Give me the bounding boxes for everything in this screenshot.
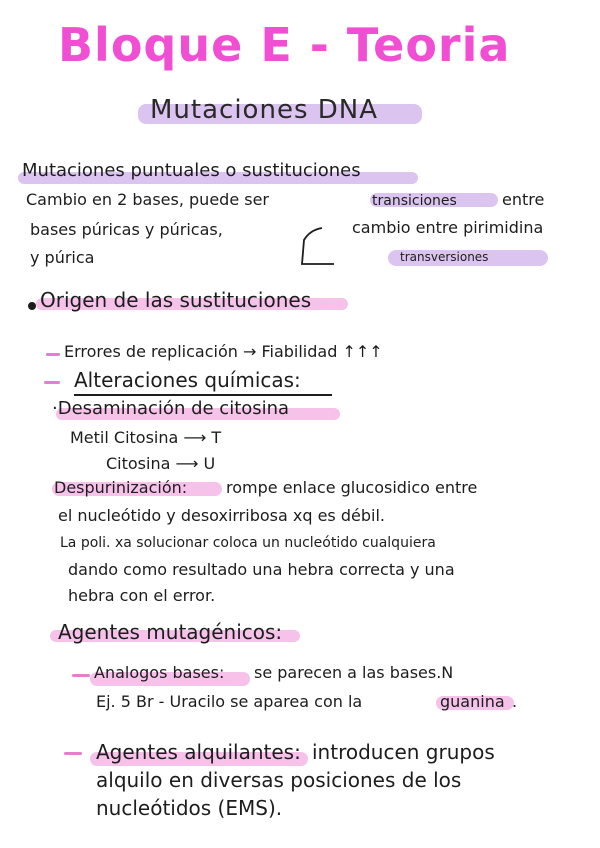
dash-marker [44, 381, 60, 384]
branch-arrow [298, 226, 338, 266]
page-title: Bloque E - Teoria [58, 18, 511, 72]
alquilantes-line2: alquilo en diversas posiciones de los [96, 768, 462, 792]
section1-line1: Cambio en 2 bases, puede ser [26, 190, 270, 209]
analogos-def: se parecen a las bases.N [254, 663, 454, 682]
origin-item4-line3: La poli. xa solucionar coloca un nucleótido cualquiera [60, 535, 436, 551]
dash-marker [64, 752, 82, 755]
dash-marker [72, 674, 90, 677]
origin-item3: ·Desaminación de citosina [52, 398, 290, 419]
analogos-term: Analogos bases: [94, 663, 225, 682]
bullet-dot [28, 302, 36, 310]
origin-item3a: Metil Citosina ⟶ T [70, 428, 222, 447]
alquilantes-line3: nucleótidos (EMS). [96, 796, 283, 820]
guanina-term: guanina [440, 692, 505, 711]
origin-item4-line2: el nucleótido y desoxirribosa xq es débil. [58, 506, 385, 525]
origin-item1: Errores de replicación → Fiabilidad ↑↑↑ [64, 342, 383, 361]
section1-line1-end: entre [502, 190, 545, 209]
analogos-example-end: . [512, 692, 518, 711]
analogos-example: Ej. 5 Br - Uracilo se aparea con la [96, 692, 363, 711]
branch-text: cambio entre pirimidina [352, 218, 544, 237]
origin-item3b: Citosina ⟶ U [106, 454, 216, 473]
dash-marker [46, 353, 60, 356]
section1-line3: y púrica [30, 248, 95, 267]
section2-heading: Origen de las sustituciones [40, 288, 312, 312]
item2-underline [74, 394, 332, 396]
origin-item4-line5: hebra con el error. [68, 586, 216, 605]
section3-heading: Agentes mutagénicos: [58, 620, 283, 644]
alquilantes-def: introducen grupos [312, 740, 495, 764]
transiciones-term: transiciones [372, 193, 457, 209]
transversiones-term: transversiones [400, 250, 489, 264]
section1-heading: Mutaciones puntuales o sustituciones [22, 160, 361, 181]
page-subtitle: Mutaciones DNA [150, 95, 379, 125]
origin-item4: rompe enlace glucosidico entre [226, 478, 478, 497]
despurinizacion-term: Despurinización: [54, 478, 188, 497]
alquilantes-term: Agentes alquilantes: [96, 740, 301, 764]
section1-line2: bases púricas y púricas, [30, 220, 223, 239]
origin-item4-line4: dando como resultado una hebra correcta y una [68, 560, 455, 579]
origin-item2: Alteraciones químicas: [74, 368, 301, 392]
